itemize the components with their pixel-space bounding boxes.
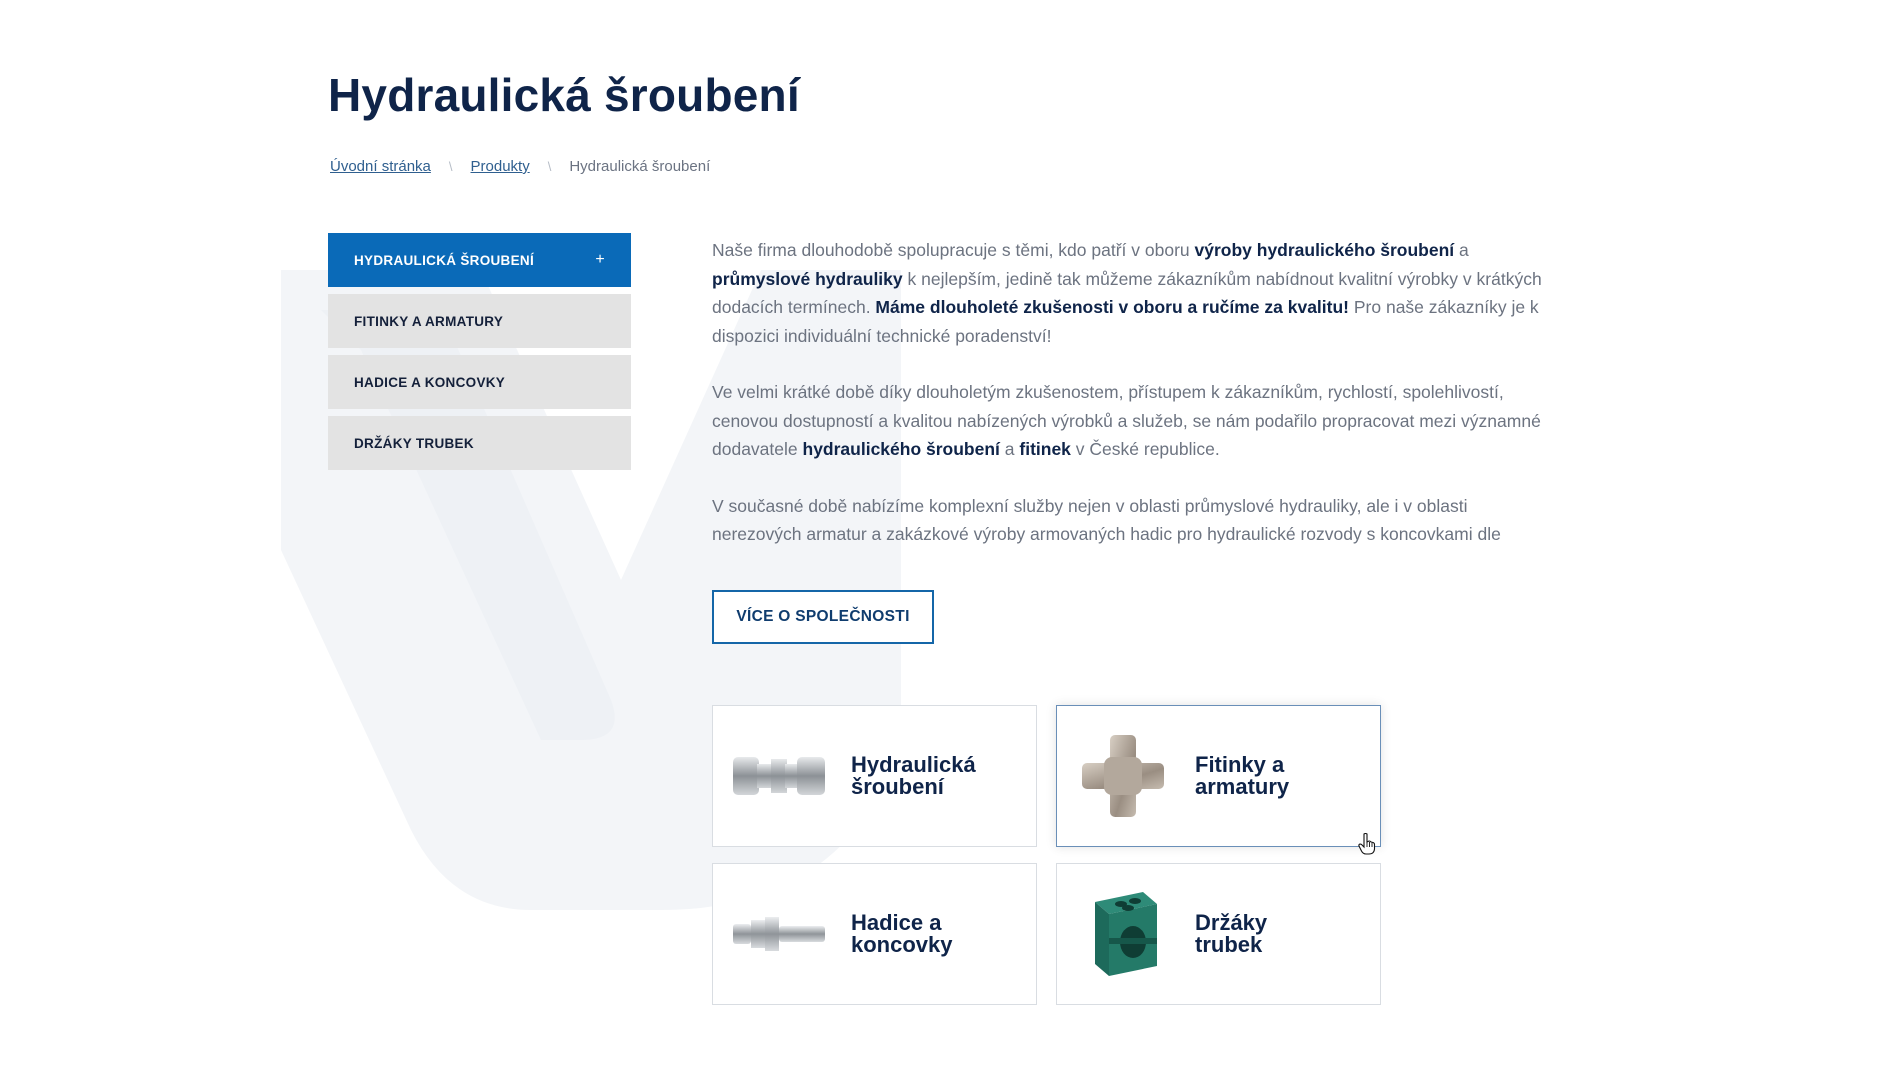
mouse-pointer-icon xyxy=(1358,833,1376,855)
intro-paragraph-1 xyxy=(712,236,1542,350)
text-span: Ve velmi krátké době díky dlouholetým zkušenostem, přístupem k zákazníkům, rychlostí, spolehlivostí, cenovou dostupností a kvalitou nabízených výrobků a služeb, se nám podařilo propracovat mezi významné dodavatele xyxy=(712,382,1541,459)
text-bold: výroby hydraulického šroubení xyxy=(1194,240,1455,260)
more-about-company-button[interactable]: VÍCE O SPOLEČNOSTI xyxy=(712,590,934,644)
sidebar-item-hoses-ends[interactable] xyxy=(328,355,631,409)
tile-label xyxy=(851,754,1001,798)
cross-fitting-icon xyxy=(1073,726,1173,826)
product-tile-fittings-valves[interactable] xyxy=(1056,705,1381,847)
tile-label-line: Hydraulická xyxy=(851,752,976,777)
sidebar-item-pipe-clamps[interactable] xyxy=(328,416,631,470)
expand-icon[interactable]: + xyxy=(595,251,605,268)
breadcrumb-current: Hydraulická šroubení xyxy=(569,158,711,175)
pipe-clamp-icon xyxy=(1073,884,1173,984)
text-span: Pro naše zákazníky je k dispozici individuální technické poradenství! xyxy=(712,297,1539,346)
breadcrumb-link-home[interactable]: Úvodní stránka xyxy=(330,158,431,175)
sidebar-item-hydraulic-fittings[interactable] xyxy=(328,233,631,287)
text-span: Naše firma dlouhodobě spolupracuje s těmi, kdo patří v oboru xyxy=(712,240,1195,260)
sidebar-menu xyxy=(328,233,631,477)
product-tile-hoses-ends[interactable] xyxy=(712,863,1037,1005)
product-tile-pipe-clamps[interactable] xyxy=(1056,863,1381,1005)
text-bold: Máme dlouholeté zkušenosti v oboru a ručíme za kvalitu! xyxy=(875,297,1349,317)
text-span: v České republice. xyxy=(1070,439,1220,459)
text-span: a xyxy=(999,439,1020,459)
sidebar-item-label: FITINKY A ARMATURY xyxy=(354,313,504,329)
tile-label-line: Hadice a xyxy=(851,910,942,935)
breadcrumb-link-products[interactable]: Produkty xyxy=(470,158,530,175)
intro-paragraph-2 xyxy=(712,378,1542,464)
breadcrumb-separator: \ xyxy=(448,159,453,174)
tile-label-line: Držáky xyxy=(1195,910,1268,935)
tile-label-line: koncovky xyxy=(851,932,953,957)
tile-label-line: Fitinky a xyxy=(1195,752,1285,777)
sidebar-item-fittings-valves[interactable] xyxy=(328,294,631,348)
tile-label xyxy=(851,912,1001,956)
intro-paragraph-3: V současné době nabízíme komplexní služby nejen v oblasti průmyslové hydrauliky, ale i v oblasti nerezových armatur a zakázkové výroby armovaných hadic pro hydraulické rozvody s koncovkami dle xyxy=(712,495,1501,544)
tile-label-line: šroubení xyxy=(851,774,944,799)
sidebar-item-label: DRŽÁKY TRUBEK xyxy=(354,435,474,451)
sidebar-item-label: HADICE A KONCOVKY xyxy=(354,374,506,390)
sidebar-item-label: HYDRAULICKÁ ŠROUBENÍ xyxy=(354,252,535,268)
text-span: a xyxy=(1454,240,1469,260)
tile-label xyxy=(1195,754,1345,798)
tile-label-line: armatury xyxy=(1195,774,1290,799)
text-bold: hydraulického šroubení xyxy=(802,439,1000,459)
hydraulic-fitting-icon xyxy=(729,726,829,826)
breadcrumb-separator: \ xyxy=(547,159,552,174)
text-bold: průmyslové hydrauliky xyxy=(712,268,903,289)
page-title: Hydraulická šroubení xyxy=(328,69,800,121)
breadcrumb xyxy=(330,158,710,175)
intro-text xyxy=(712,236,1542,577)
product-tile-hydraulic-fittings[interactable] xyxy=(712,705,1037,847)
text-span: k nejlepším, jedině tak můžeme zákazníkům nabídnout kvalitní výrobky v krátkých dodacích termínech. xyxy=(712,268,1542,317)
tile-label-line: trubek xyxy=(1195,932,1263,957)
hose-end-icon xyxy=(729,884,829,984)
text-bold: fitinek xyxy=(1019,439,1071,459)
tile-label xyxy=(1195,912,1345,956)
